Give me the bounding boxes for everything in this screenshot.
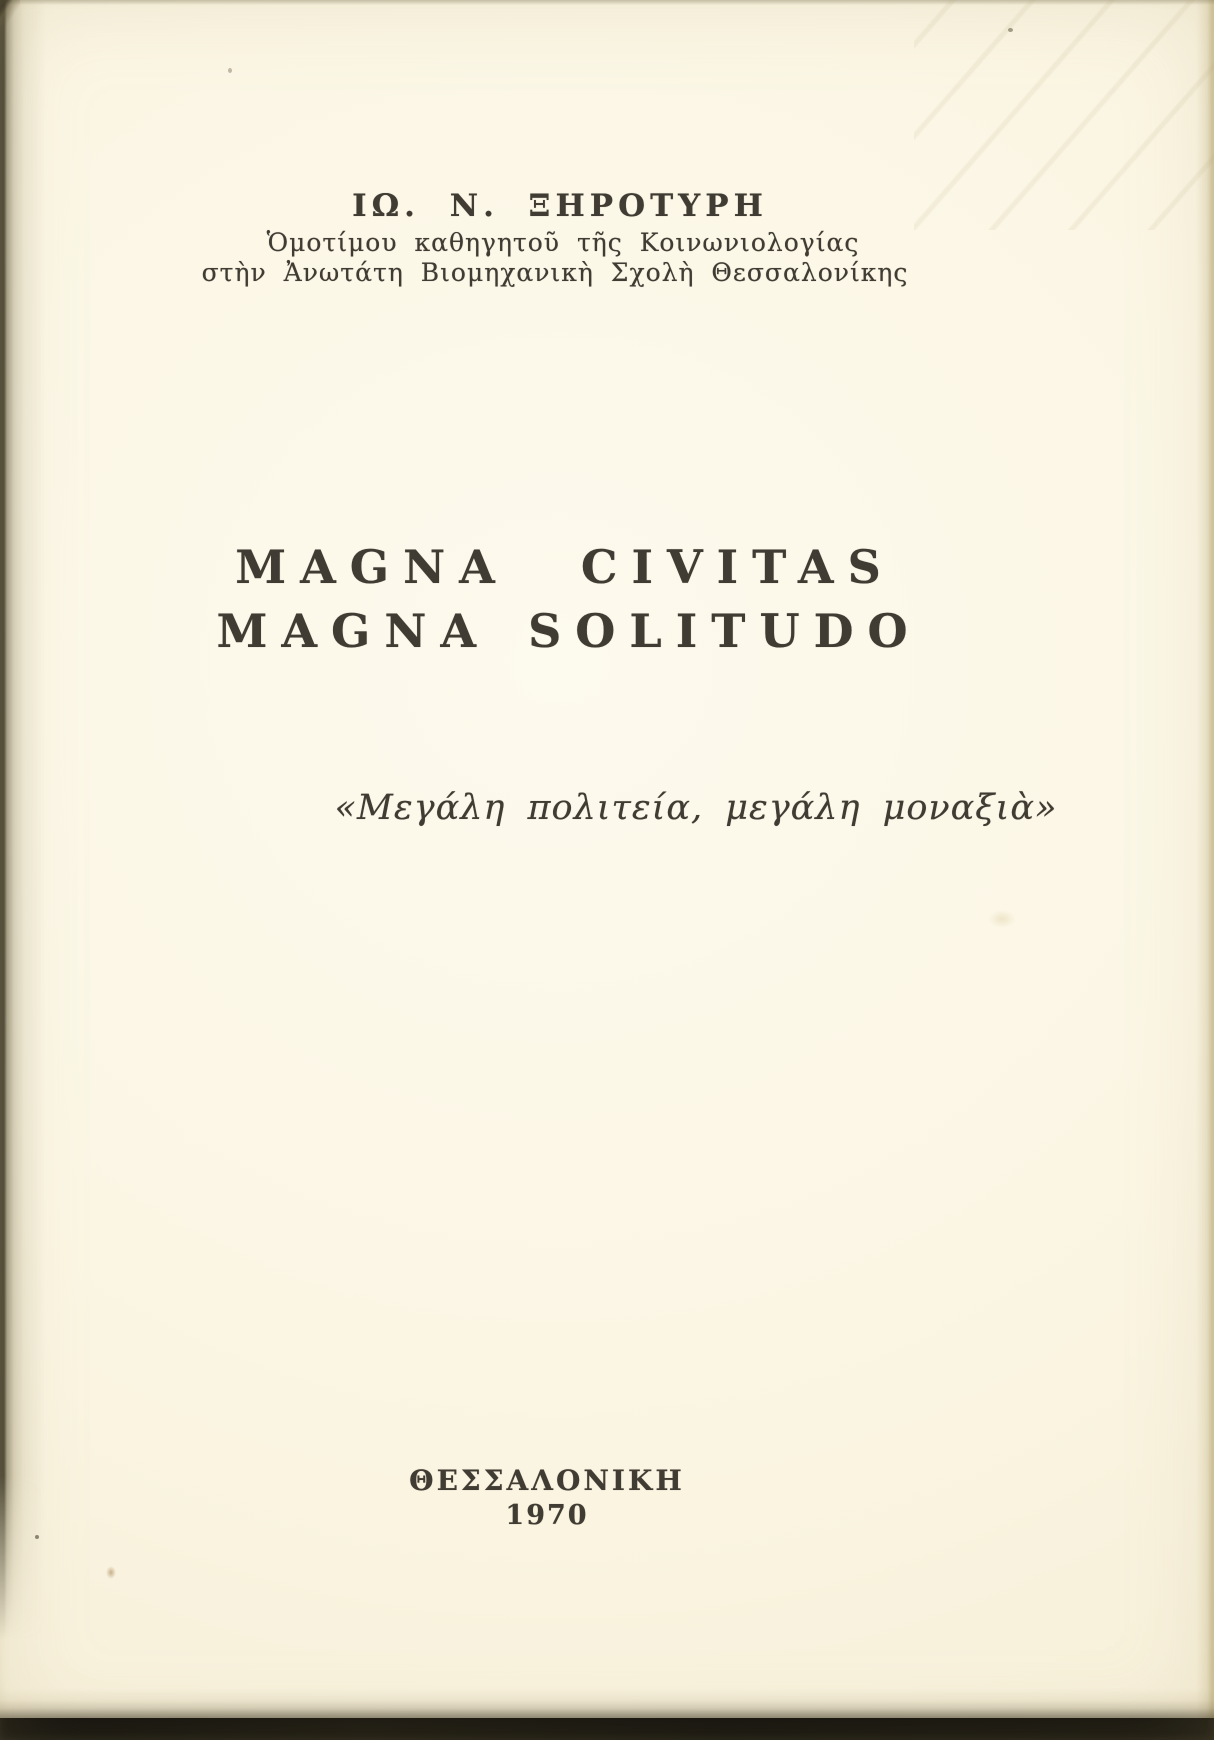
affiliation-line-2: στὴν Ἀνωτάτη Βιομηχανικὴ Σχολὴ Θεσσαλονίκης [201,258,909,287]
scanner-background-strip [0,1718,1214,1740]
bottom-page-edge-shadow [0,1688,1214,1722]
paper-speck [1008,28,1013,32]
top-edge-shadow [0,0,1214,5]
imprint-city: ΘΕΣΣΑΛΟΝΙΚΗ [409,1464,685,1497]
affiliation-line-1: Ὁμοτίμου καθηγητοῦ τῆς Κοινωνιολογίας [266,228,860,257]
epigraph-quote: «Μεγάλη πολιτεία, μεγάλη μοναξιὰ» [334,788,1058,828]
paper-stain [106,1566,116,1579]
top-right-crease [914,0,1214,230]
paper-speck [228,68,232,73]
title-line-1: MAGNA CIVITAS [235,540,895,594]
author-name: ΙΩ. Ν. ΞΗΡΟΤΥΡΗ [352,188,768,224]
paper-speck [35,1535,39,1539]
imprint-year: 1970 [505,1500,589,1531]
right-edge-shadow [1196,0,1214,1720]
left-edge-shadow [0,0,46,1640]
top-left-corner-shadow [0,0,20,26]
paper-stain [988,910,1016,928]
title-line-2: MAGNA SOLITUDO [216,604,922,658]
